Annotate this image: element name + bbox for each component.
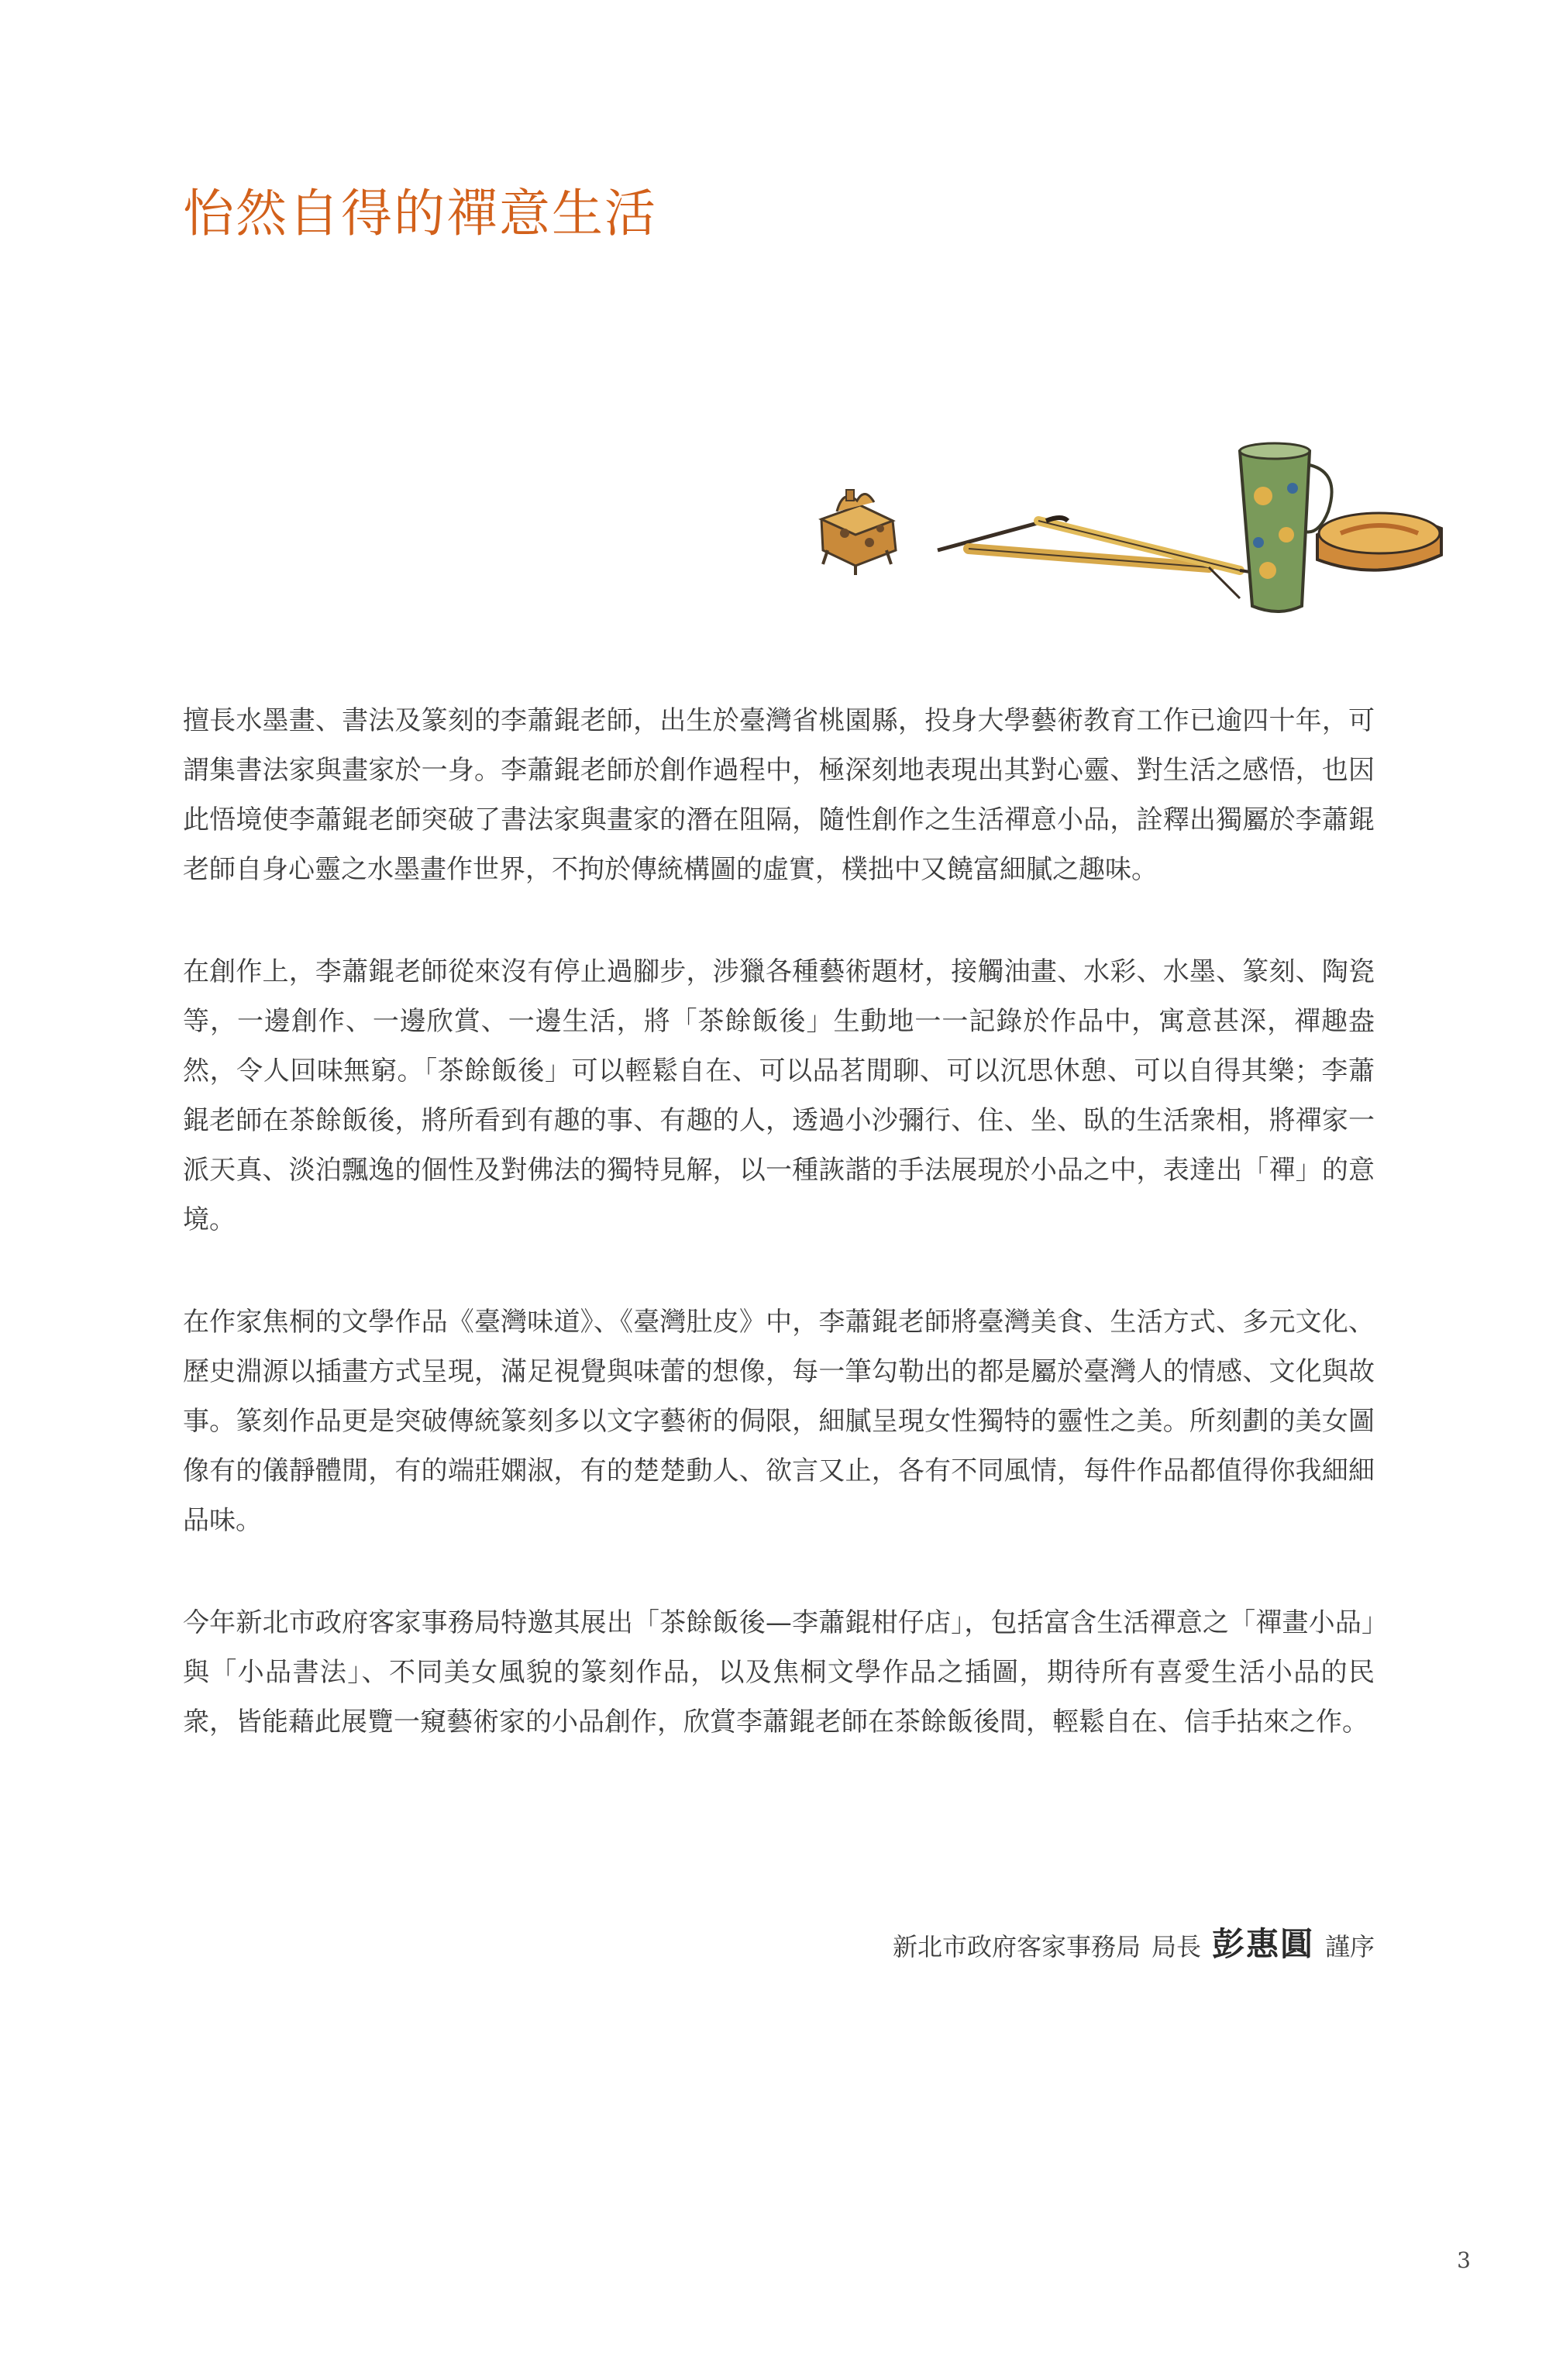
signature-name: 彭惠圓	[1211, 1925, 1314, 1963]
paragraph: 擅長水墨畫、書法及篆刻的李蕭錕老師，出生於臺灣省桃園縣，投身大學藝術教育工作已逾四十年，可謂集書法家與畫家於一身。李蕭錕老師於創作過程中，極深刻地表現出其對心靈、對生活之感悟，也因此悟境使李蕭錕老師突破了書法家與畫家的潛在阻隔，隨性創作之生活禪意小品，詮釋出獨屬於李蕭錕老師自身心靈之水墨畫作世界，不拘於傳統構圖的虛實，樸拙中又饒富細膩之趣味。	[183, 705, 1375, 885]
body-text	[183, 696, 1375, 1800]
cup-drawing	[1240, 443, 1332, 611]
signature-position: 局長	[1151, 1932, 1201, 1962]
signature-organization: 新北市政府客家事務局	[892, 1932, 1141, 1962]
signature-closing: 謹序	[1324, 1932, 1375, 1962]
brushes-drawing	[938, 518, 1271, 598]
paragraph: 今年新北市政府客家事務局特邀其展出「茶餘飯後—李蕭錕柑仔店」，包括富含生活禪意之「禪畫小品」與「小品書法」、不同美女風貌的篆刻作品，以及焦桐文學作品之插圖，期待所有喜愛生活小品的民衆，皆能藉此展覽一窺藝術家的小品創作，欣賞李蕭錕老師在茶餘飯後間，輕鬆自在、信手拈來之作。	[183, 1607, 1375, 1738]
paragraph: 在創作上，李蕭錕老師從來沒有停止過腳步，涉獵各種藝術題材，接觸油畫、水彩、水墨、篆刻、陶瓷等，一邊創作、一邊欣賞、一邊生活，將「茶餘飯後」生動地一一記錄於作品中，寓意甚深，禪趣盎然，令人回味無窮。「茶餘飯後」可以輕鬆自在、可以品茗閒聊、可以沉思休憩、可以自得其樂；李蕭錕老師在茶餘飯後，將所看到有趣的事、有趣的人，透過小沙彌行、住、坐、臥的生活衆相，將禪家一派天真、淡泊飄逸的個性及對佛法的獨特見解，以一種詼諧的手法展現於小品之中，表達出「禪」的意境。	[183, 956, 1375, 1235]
signature-line	[893, 1919, 1375, 1965]
inkstone-tray-drawing	[1317, 513, 1441, 570]
still-life-illustration	[806, 434, 1457, 628]
page-number: 3	[1457, 2247, 1471, 2273]
seal-stamp-drawing	[821, 490, 896, 575]
page-title: 怡然自得的禪意生活	[183, 184, 657, 243]
paragraph: 在作家焦桐的文學作品《臺灣味道》、《臺灣肚皮》中，李蕭錕老師將臺灣美食、生活方式、多元文化、歷史淵源以插畫方式呈現，滿足視覺與味蕾的想像，每一筆勾勒出的都是屬於臺灣人的情感、文化與故事。篆刻作品更是突破傳統篆刻多以文字藝術的侷限，細膩呈現女性獨特的靈性之美。所刻劃的美女圖像有的儀靜體閒，有的端莊嫻淑，有的楚楚動人、欲言又止，各有不同風情，每件作品都值得你我細細品味。	[183, 1307, 1375, 1536]
